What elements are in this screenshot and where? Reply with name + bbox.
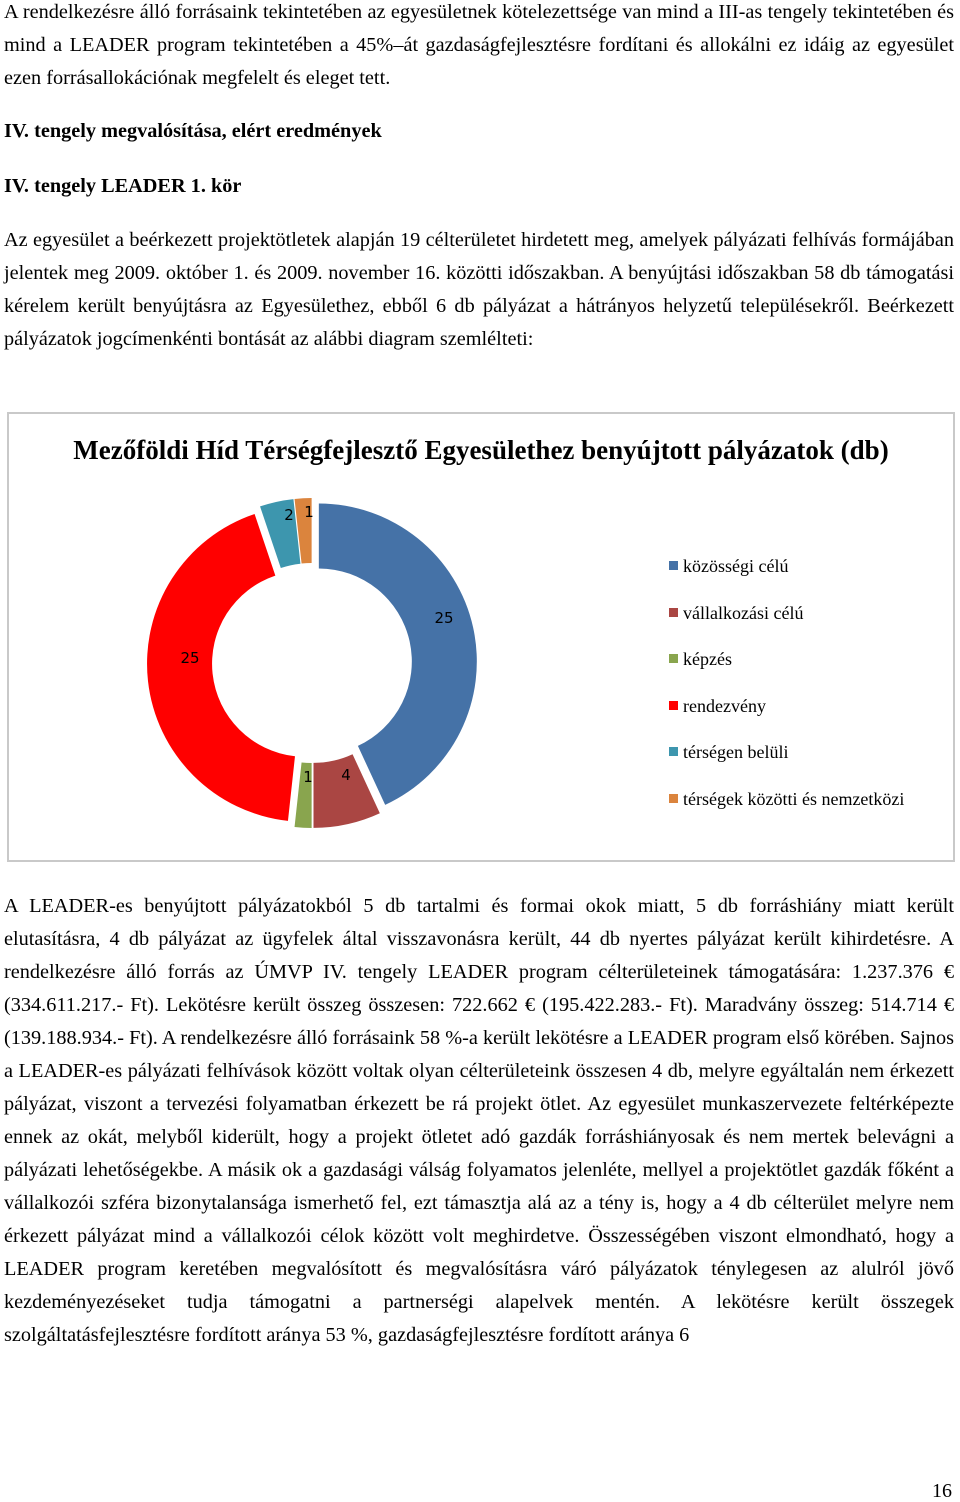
value-label-rendezveny: 25 [180, 649, 200, 667]
legend-label: közösségi célú [683, 556, 789, 576]
legend-swatch [669, 794, 678, 803]
legend-label: rendezvény [683, 695, 766, 716]
legend-swatch [669, 747, 678, 756]
value-label-kozossegi: 25 [434, 609, 454, 627]
subsection-heading: IV. tengely LEADER 1. kör [4, 175, 242, 197]
outcome-paragraph: A LEADER-es benyújtott pályázatokból 5 db tartalmi és formai okok miatt, 5 db forráshiány miatt került elutasításra, 4 db pályázat az ügyfelek által visszavonásra került, 44 db nyertes pályázat került kihirdetésre. A rendelkezésre álló forrás az ÚMVP IV. tengely LEADER program célterületeinek támogatására: 1.237.376 € (334.611.217.- Ft). Lekötésre került összeg összesen: 722.662 € (195.422.283.- Ft). Maradvány összeg: 514.714 € (139.188.934.- Ft). A rendelkezésre álló forrásaink 58 %-a került lekötésre a LEADER program első körében. Sajnos a LEADER-es pályázati felhívások között voltak olyan célterületeink összesen 4 db, melyre egyáltalán nem érkezett pályázat, viszont a tervezési folyamatban érkezett be rá projekt ötlet. Az egyesület munkaszervezete feltérképezte ennek az okát, melyből kiderült, hogy a projekt ötletet adó gazdák forráshiányosak és nem mertek belevágni a pályázati lehetőségekbe. A másik ok a gazdasági válság folyamatos jelenléte, mellyel a projektötlet gazdák főként a vállalkozói szféra bizonytalansága ismerhető fel, ezt támasztja alá az a tény is, hogy a 4 db célterület melyre nem érkezett pályázat mind a vállalkozói célok között volt meghirdetve. Összességében viszont elmondható, hogy a LEADER program keretében megvalósított és megvalósításra váró pályázatok ténylegesen az alulról jövő kezdeményezéseket tudja támogatni a partnerségi alapelvek mentén. A lekötésre került összegek szolgáltatásfejlesztésre fordított aránya 53 %, gazdaságfejlesztésre fordított aránya 6 [4, 895, 954, 1346]
intro-paragraph: A rendelkezésre álló forrásaink tekintetében az egyesületnek kötelezettsége van mind a III-as tengely tekintetében és mind a LEADER program tekintetében a 45%–át gazdaságfejlesztésre fordítani és allokálni ez idáig az egyesület ezen forrásallokációnak megfelelt és eleget tett. [4, 1, 954, 89]
legend-item-kepzes [669, 649, 904, 696]
chart-legend [669, 556, 904, 836]
value-label-kepzes: 1 [303, 768, 313, 786]
legend-label: térségen belüli [683, 742, 789, 763]
chart-container [7, 412, 955, 862]
legend-item-rendezveny [669, 696, 904, 743]
legend-swatch [669, 701, 678, 710]
legend-item-tersegek-kozotti [669, 789, 904, 836]
value-label-tersegek-kozotti: 1 [304, 503, 314, 521]
legend-swatch [669, 561, 678, 570]
value-label-tersegen-beluli: 2 [284, 506, 294, 524]
legend-swatch [669, 654, 678, 663]
section-heading: IV. tengely megvalósítása, elért eredmények [4, 120, 382, 142]
legend-label: vállalkozási célú [683, 602, 804, 623]
legend-swatch [669, 608, 678, 617]
round-paragraph: Az egyesület a beérkezett projektötletek alapján 19 célterületet hirdetett meg, amelyek pályázati felhívás formájában jelentek meg 2009. október 1. és 2009. november 16. közötti időszakban. A benyújtási időszakban 58 db támogatási kérelem került benyújtásra az Egyesülethez, ebből 6 db pályázat a hátrányos helyzetű településekről. Beérkezett pályázatok jogcímenkénti bontását az alábbi diagram szemlélteti: [4, 229, 954, 350]
legend-label: képzés [683, 649, 732, 670]
legend-item-kozossegi [669, 556, 904, 603]
legend-label: térségek közötti és nemzetközi [683, 788, 905, 809]
legend-item-tersegen-beluli [669, 742, 904, 789]
value-label-vallalkozasi: 4 [341, 766, 351, 784]
slice-rendezveny [147, 514, 295, 821]
chart-title: Mezőföldi Híd Térségfejlesztő Egyesülethez benyújtott pályázatok (db) [73, 435, 889, 465]
legend-item-vallalkozasi [669, 603, 904, 650]
page-number: 16 [932, 1480, 952, 1502]
